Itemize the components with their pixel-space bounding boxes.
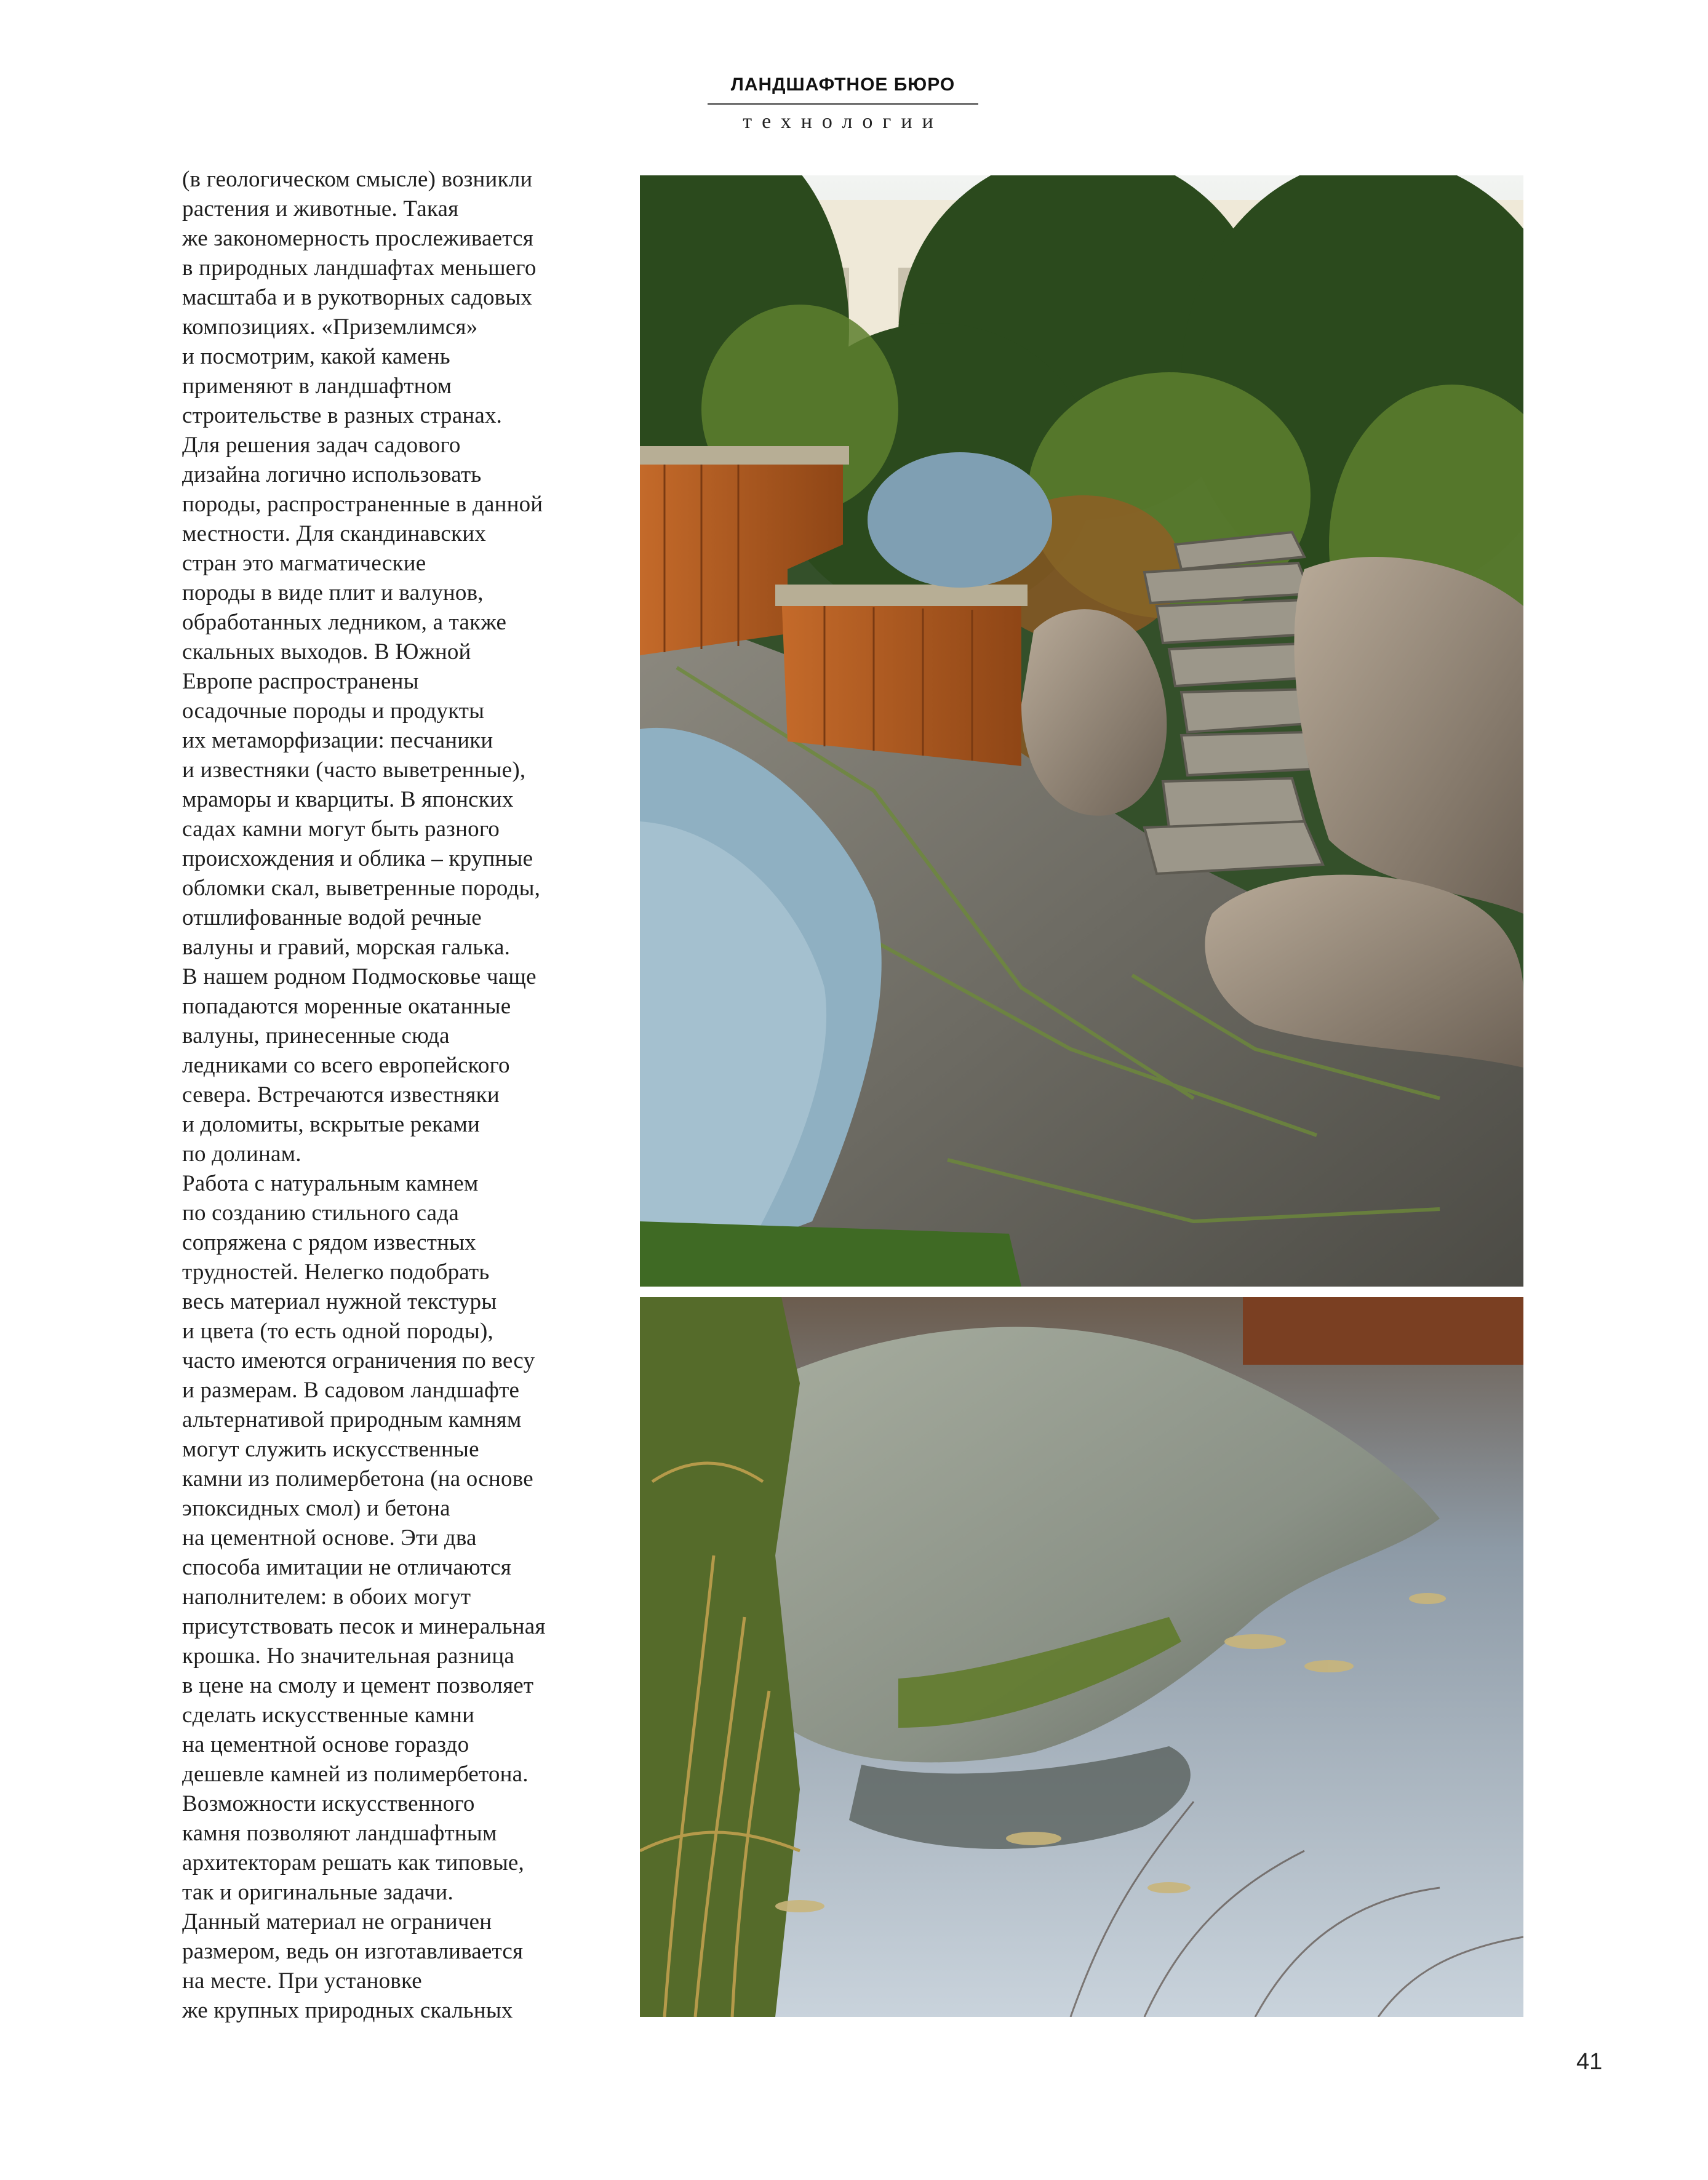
body-text-line: В нашем родном Подмосковье чаще — [182, 964, 537, 989]
body-text-line: же закономерность прослеживается — [182, 226, 533, 251]
body-text-line: Возможности искусственного — [182, 1791, 475, 1816]
body-text-line: садах камни могут быть разного — [182, 817, 500, 842]
article-body-column — [182, 165, 625, 2026]
header-divider — [708, 103, 978, 105]
body-text-line: осадочные породы и продукты — [182, 698, 485, 724]
body-text-line: ледниками со всего европейского — [182, 1053, 510, 1078]
body-text-line: и посмотрим, какой камень — [182, 344, 450, 369]
boulder-in-pond-photo — [640, 1297, 1523, 2017]
body-text-line: так и оригинальные задачи. — [182, 1880, 453, 1905]
section-title: ЛАНДШАФТНОЕ БЮРО — [730, 74, 956, 95]
body-text-line: растения и животные. Такая — [182, 196, 459, 222]
body-text-line: Работа с натуральным камнем — [182, 1171, 479, 1196]
body-text-line: и цвета (то есть одной породы), — [182, 1319, 493, 1344]
body-text-line: альтернативой природным камням — [182, 1407, 522, 1432]
garden-stone-steps-photo — [640, 175, 1523, 1287]
body-text-line: происхождения и облика – крупные — [182, 846, 533, 871]
section-subtitle: технологии — [743, 110, 943, 133]
body-text-line: наполнителем: в обоих могут — [182, 1584, 471, 1610]
body-text-line: сопряжена с рядом известных — [182, 1230, 476, 1255]
body-text-line: Европе распространены — [182, 669, 419, 694]
body-text-line: обломки скал, выветренные породы, — [182, 876, 541, 901]
body-text-line: композициях. «Приземлимся» — [182, 314, 478, 340]
garden-stone-steps-illustration — [640, 175, 1523, 1287]
body-text-line: на цементной основе. Эти два — [182, 1525, 477, 1551]
body-text-line: строительстве в разных странах. — [182, 403, 503, 428]
body-text-line: трудностей. Нелегко подобрать — [182, 1260, 490, 1285]
body-text-line: (в геологическом смысле) возникли — [182, 167, 533, 192]
body-text-line: присутствовать песок и минеральная — [182, 1614, 546, 1639]
boulder-in-pond-illustration — [640, 1297, 1523, 2017]
body-text-line: Данный материал не ограничен — [182, 1909, 492, 1934]
body-text-line: могут служить искусственные — [182, 1437, 479, 1462]
body-text-line: крошка. Но значительная разница — [182, 1643, 515, 1669]
body-text-line: архитекторам решать как типовые, — [182, 1850, 524, 1875]
body-text-line: весь материал нужной текстуры — [182, 1289, 497, 1314]
body-text-line: масштаба и в рукотворных садовых — [182, 285, 533, 310]
body-text-line: дизайна логично использовать — [182, 462, 482, 487]
body-text-line: попадаются моренные окатанные — [182, 994, 511, 1019]
body-text-line: валуны и гравий, морская галька. — [182, 935, 511, 960]
body-text-line: стран это магматические — [182, 551, 426, 576]
body-text-line: размером, ведь он изготавливается — [182, 1939, 524, 1964]
body-text-line: скальных выходов. В Южной — [182, 639, 471, 665]
body-text-line: камня позволяют ландшафтным — [182, 1821, 497, 1846]
body-text-line: способа имитации не отличаются — [182, 1555, 512, 1580]
body-text-line: эпоксидных смол) и бетона — [182, 1496, 450, 1521]
body-text-line: и доломиты, вскрытые реками — [182, 1112, 480, 1137]
body-text-line: породы в виде плит и валунов, — [182, 580, 484, 605]
body-text-line: севера. Встречаются известняки — [182, 1082, 500, 1108]
body-text-line: сделать искусственные камни — [182, 1703, 475, 1728]
body-text-line: камни из полимербетона (на основе — [182, 1466, 533, 1491]
body-text-line: в природных ландшафтах меньшего — [182, 255, 537, 281]
body-text-line: валуны, принесенные сюда — [182, 1023, 450, 1048]
body-text-line: по созданию стильного сада — [182, 1200, 459, 1226]
body-text-line: по долинам. — [182, 1141, 301, 1167]
page-number: 41 — [1576, 2049, 1603, 2075]
body-text-line: их метаморфизации: песчаники — [182, 728, 493, 753]
body-text-line: на цементной основе гораздо — [182, 1732, 469, 1757]
body-text-line: на месте. При установке — [182, 1968, 422, 1994]
body-text-line: дешевле камней из полимербетона. — [182, 1762, 529, 1787]
body-text-line: часто имеются ограничения по весу — [182, 1348, 535, 1373]
body-text-line: применяют в ландшафтном — [182, 373, 452, 399]
running-header — [708, 73, 978, 134]
body-text-line: породы, распространенные в данной — [182, 492, 543, 517]
body-text-line: Для решения задач садового — [182, 433, 461, 458]
body-text-line: местности. Для скандинавских — [182, 521, 486, 546]
body-text-line: и размерам. В садовом ландшафте — [182, 1378, 520, 1403]
body-text-line: отшлифованные водой речные — [182, 905, 482, 930]
body-text-line: и известняки (часто выветренные), — [182, 757, 526, 783]
body-text-line: же крупных природных скальных — [182, 1998, 513, 2023]
body-text-line: мраморы и кварциты. В японских — [182, 787, 514, 812]
body-text-line: в цене на смолу и цемент позволяет — [182, 1673, 534, 1698]
body-text-line: обработанных ледником, а также — [182, 610, 507, 635]
